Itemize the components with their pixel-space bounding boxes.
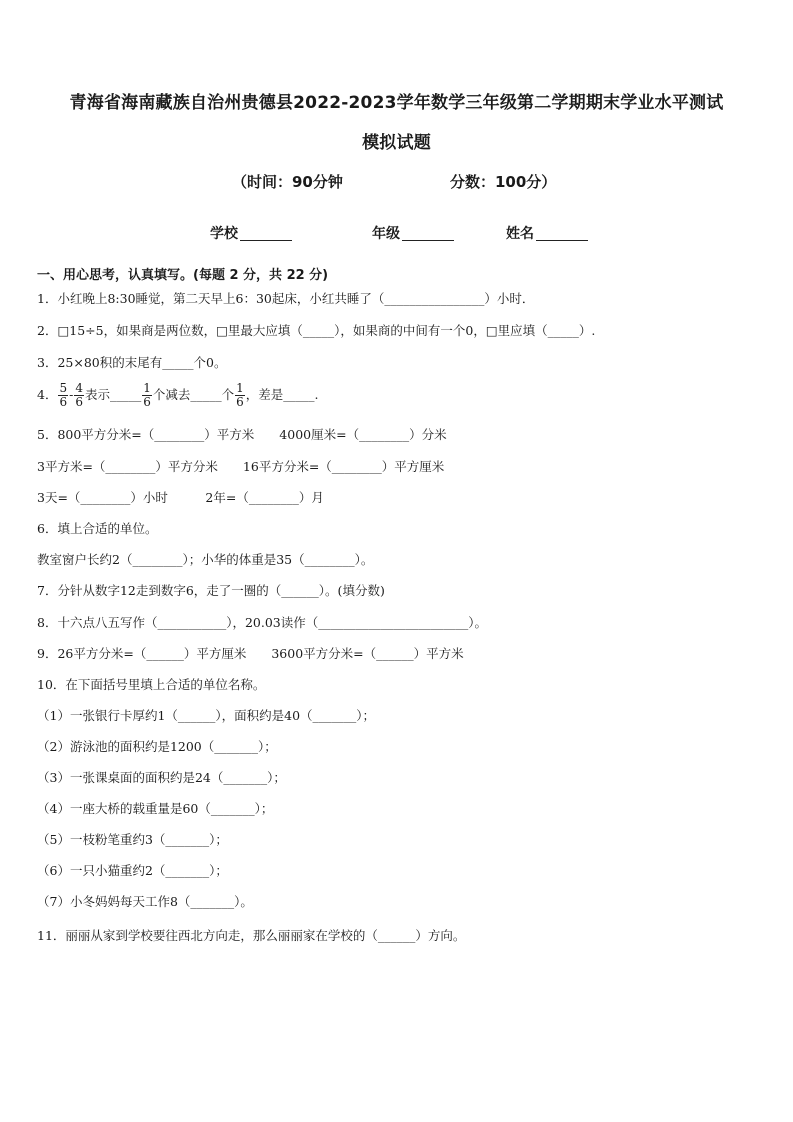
name-field[interactable] xyxy=(536,240,588,241)
question-5c: 3天=（________）小时 2年=（________）月 xyxy=(37,490,324,505)
question-10-5: （5）一枝粉笔重约3（_______）； xyxy=(37,832,228,847)
question-1: 1．小红晚上8:30睡觉，第二天早上6：30起床，小红共睡了（________________）小时． xyxy=(37,291,535,306)
question-10-4: （4）一座大桥的载重量是60（_______）； xyxy=(37,801,274,816)
question-10-1: （1）一张银行卡厚约1（______），面积约是40（_______）； xyxy=(37,708,376,723)
school-label: 学校 xyxy=(210,226,238,242)
question-7: 7．分针从数字12走到数字6，走了一圈的（______）。(填分数) xyxy=(37,583,385,598)
fraction-five-sixths: $\frac{5}{6}$ xyxy=(59,381,68,409)
question-11: 11．丽丽从家到学校要往西北方向走，那么丽丽家在学校的（______）方向。 xyxy=(37,928,466,943)
question-6a: 教室窗户长约2（________）；小华的体重是35（________）。 xyxy=(37,552,374,567)
question-8: 8．十六点八五写作（___________），20.03读作（________________________）。 xyxy=(37,615,487,630)
grade-field[interactable] xyxy=(402,240,454,241)
question-4-text1: 表示_____ xyxy=(84,387,142,402)
question-5b: 3平方米=（________）平方分米 16平方分米=（________）平方厘米 xyxy=(37,459,445,474)
question-2: 2．□15÷5，如果商是两位数，□里最大应填（_____），如果商的中间有一个0，□里应填（_____）. xyxy=(37,323,596,338)
question-10: 10．在下面括号里填上合适的单位名称。 xyxy=(37,677,266,692)
question-5a: 5．800平方分米=（________）平方米 4000厘米=（________）分米 xyxy=(37,427,447,442)
exam-title-line2: 模拟试题 xyxy=(362,133,431,153)
name-label: 姓名 xyxy=(506,226,534,242)
question-4-number: 4． xyxy=(37,387,58,402)
fraction-one-sixth-b: $\frac{1}{6}$ xyxy=(236,381,244,409)
question-3: 3．25×80积的末尾有_____个0。 xyxy=(37,355,227,370)
question-4-text2: 个减去_____个 xyxy=(152,387,235,402)
question-10-3: （3）一张课桌面的面积约是24（_______）； xyxy=(37,770,286,785)
exam-title-line1: 青海省海南藏族自治州贵德县2022-2023学年数学三年级第二学期期末学业水平测试 xyxy=(69,93,724,113)
question-6: 6．填上合适的单位。 xyxy=(37,521,158,536)
question-9: 9．26平方分米=（______）平方厘米 3600平方分米=（______）平方米 xyxy=(37,646,464,661)
exam-score: 分数：100分） xyxy=(450,173,557,191)
question-4 xyxy=(37,382,319,409)
grade-label: 年级 xyxy=(372,226,400,242)
exam-time: （时间：90分钟 xyxy=(232,173,343,191)
question-10-2: （2）游泳池的面积约是1200（_______）； xyxy=(37,739,277,754)
section-heading: 一、用心思考，认真填写。(每题 2 分，共 22 分) xyxy=(37,268,329,283)
question-4-text3: ，差是_____. xyxy=(245,387,319,402)
fraction-four-sixths: $\frac{4}{6}$ xyxy=(75,381,83,409)
question-10-6: （6）一只小猫重约2（_______）； xyxy=(37,863,228,878)
minus-sign: - xyxy=(69,387,74,402)
question-10-7: （7）小冬妈妈每天工作8（_______）。 xyxy=(37,894,253,909)
school-field[interactable] xyxy=(240,240,292,241)
fraction-one-sixth-a: $\frac{1}{6}$ xyxy=(143,381,151,409)
